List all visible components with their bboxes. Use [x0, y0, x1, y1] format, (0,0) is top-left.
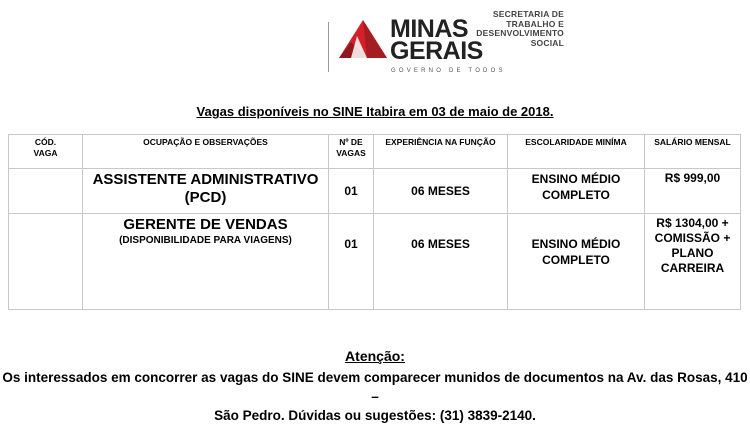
header-ocupacao: OCUPAÇÃO E OBSERVAÇÕES: [83, 135, 329, 169]
secretaria-line: TRABALHO E: [506, 18, 564, 29]
page-title: Vagas disponíveis no SINE Itabira em 03 de maio de 2018.: [196, 104, 554, 119]
header-cod-line: CÓD.: [34, 137, 57, 147]
salario-line: PLANO: [671, 246, 714, 260]
cell-vagas: 01: [329, 214, 374, 310]
cell-escolaridade: [508, 214, 645, 310]
vacancies-table: [8, 134, 741, 310]
logo-line-minas: MINAS: [390, 15, 469, 43]
header-cod: [9, 135, 83, 169]
cell-salario: [645, 214, 741, 310]
header-divider: [328, 22, 329, 72]
salario-line: R$ 1304,00 +: [656, 216, 729, 230]
table-row: [9, 214, 741, 310]
escolaridade-line: COMPLETO: [542, 188, 610, 202]
occupation-note: (DISPONIBILIDADE PARA VIAGENS): [119, 235, 292, 246]
attention-title: Atenção:: [345, 348, 405, 364]
cell-escolaridade: [508, 169, 645, 214]
occupation-title: ASSISTENTE ADMINISTRATIVO: [92, 171, 319, 188]
header-salario: SALÁRIO MENSAL: [645, 135, 741, 169]
occupation-note: (PCD): [184, 189, 227, 206]
cell-experiencia: 06 MESES: [374, 214, 508, 310]
occupation-title: GERENTE DE VENDAS: [123, 216, 288, 233]
secretaria-line: SECRETARIA DE: [492, 9, 564, 19]
cell-experiencia: 06 MESES: [374, 169, 508, 214]
cell-ocupacao: [83, 169, 329, 214]
logo-line-gerais: GERAIS: [390, 37, 483, 65]
header-num-vagas: [329, 135, 374, 169]
header-num-vagas-line: VAGAS: [336, 148, 366, 158]
minas-gerais-logo-icon: [337, 18, 389, 60]
attention-line: Os interessados em concorrer as vagas do SINE devem comparecer munidos de documentos na Av. das Rosas, 410 –: [2, 370, 748, 404]
header-cod-line: VAGA: [33, 148, 58, 158]
cell-vagas: 01: [329, 169, 374, 214]
header-escolaridade: ESCOLARIDADE MINÍMA: [508, 135, 645, 169]
salario-line: R$ 999,00: [664, 171, 721, 185]
salario-line: CARREIRA: [660, 261, 725, 275]
escolaridade-line: ENSINO MÉDIO: [531, 237, 621, 251]
cell-cod: [9, 169, 83, 214]
escolaridade-line: ENSINO MÉDIO: [531, 172, 621, 186]
table-row: [9, 169, 741, 214]
secretaria-line: SOCIAL: [530, 37, 564, 48]
table-header-row: [9, 135, 741, 169]
secretaria-line: DESENVOLVIMENTO: [476, 28, 564, 39]
attention-line: São Pedro. Dúvidas ou sugestões: (31) 3839-2140.: [214, 408, 536, 423]
cell-salario: [645, 169, 741, 214]
header-num-vagas-line: Nº DE: [339, 137, 363, 147]
logo-wordmark: [390, 15, 483, 65]
logo-subtitle: GOVERNO DE TODOS: [391, 68, 506, 74]
salario-line: COMISSÃO +: [654, 231, 731, 245]
escolaridade-line: COMPLETO: [542, 253, 610, 267]
header-experiencia: EXPERIÊNCIA NA FUNÇÃO: [374, 135, 508, 169]
cell-ocupacao: [83, 214, 329, 310]
attention-text: [0, 368, 750, 425]
cell-cod: [9, 214, 83, 310]
